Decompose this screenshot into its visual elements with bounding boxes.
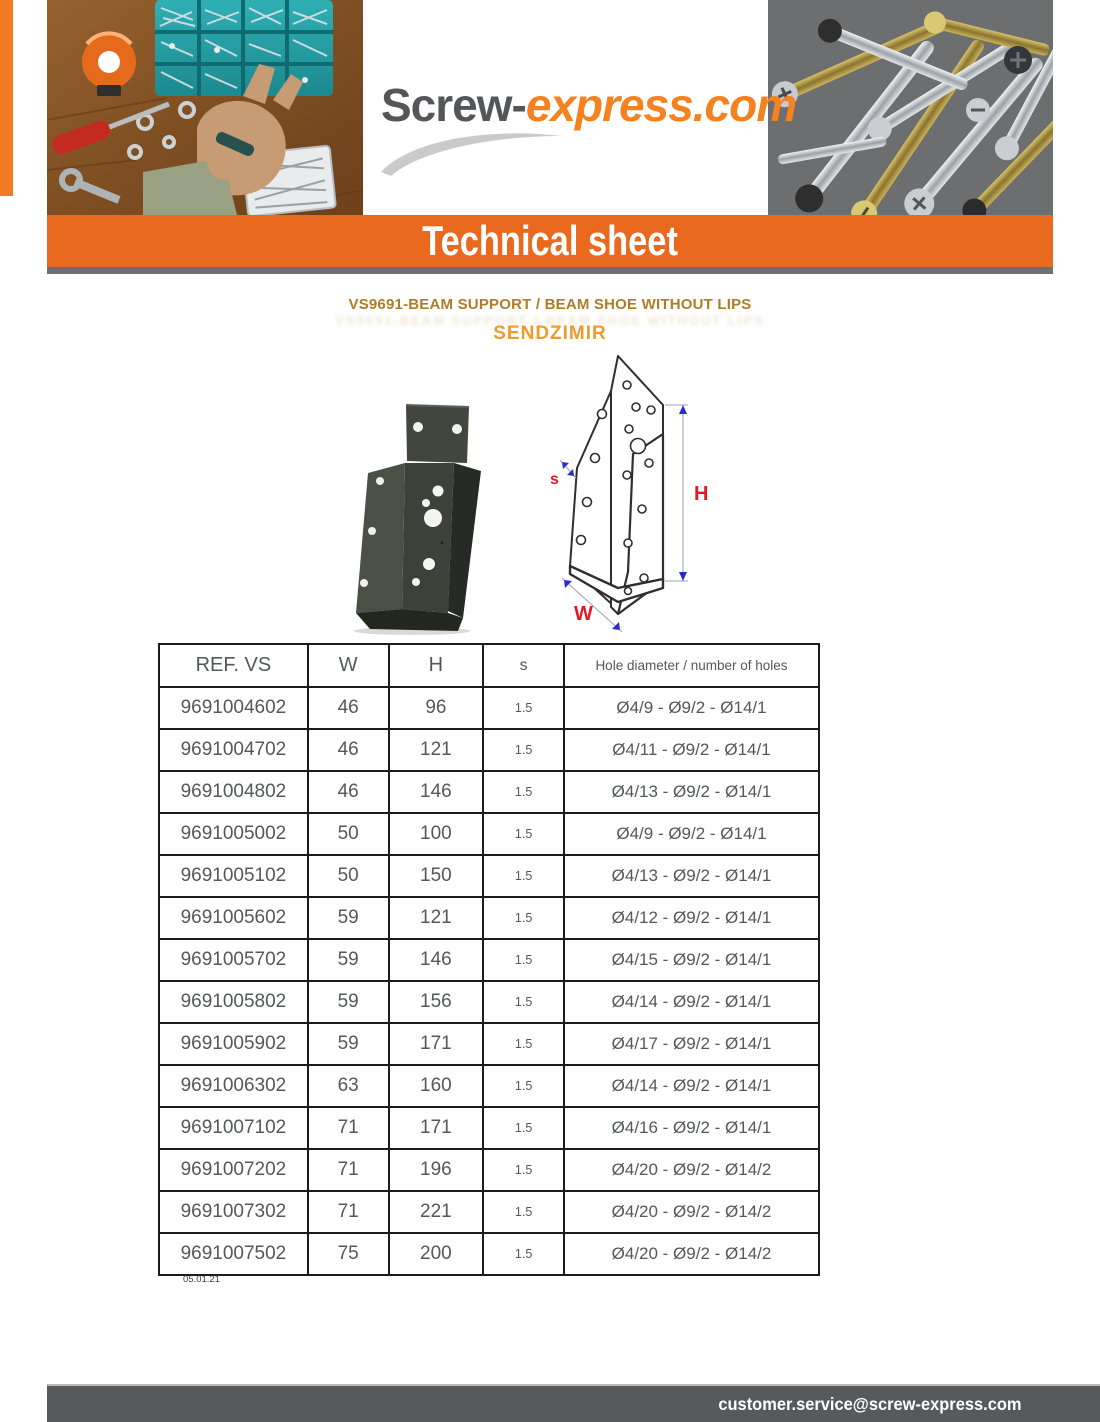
table-row — [159, 855, 819, 897]
table-cell: 1.5 — [483, 855, 564, 897]
table-cell: 9691004802 — [159, 771, 308, 813]
table-cell: 9691004702 — [159, 729, 308, 771]
screws-photo — [768, 0, 1053, 215]
table-row — [159, 1149, 819, 1191]
w-dimension-label: W — [574, 603, 593, 625]
table-row — [159, 1023, 819, 1065]
table-cell: 160 — [389, 1065, 484, 1107]
table-cell: Ø4/9 - Ø9/2 - Ø14/1 — [564, 687, 819, 729]
table-cell: 63 — [308, 1065, 389, 1107]
table-cell: Ø4/12 - Ø9/2 - Ø14/1 — [564, 897, 819, 939]
beam-support-photo — [350, 383, 510, 635]
logo-area — [363, 0, 797, 215]
table-row — [159, 1107, 819, 1149]
table-row — [159, 771, 819, 813]
table-cell: 200 — [389, 1233, 484, 1275]
logo-text-express: express.com — [525, 79, 797, 131]
table-row — [159, 813, 819, 855]
table-cell: 1.5 — [483, 729, 564, 771]
table-row — [159, 1191, 819, 1233]
dimension-drawing — [532, 350, 717, 642]
spec-table-head — [159, 644, 819, 687]
table-cell: 9691007302 — [159, 1191, 308, 1233]
column-header: W — [308, 644, 389, 687]
table-cell: 156 — [389, 981, 484, 1023]
table-cell: 1.5 — [483, 813, 564, 855]
table-cell: 75 — [308, 1233, 389, 1275]
table-row — [159, 687, 819, 729]
logo-swoosh-icon — [373, 120, 573, 180]
table-cell: 221 — [389, 1191, 484, 1233]
table-cell: 171 — [389, 1107, 484, 1149]
table-cell: 1.5 — [483, 1107, 564, 1149]
table-cell: 50 — [308, 813, 389, 855]
table-cell: Ø4/14 - Ø9/2 - Ø14/1 — [564, 1065, 819, 1107]
table-cell: Ø4/20 - Ø9/2 - Ø14/2 — [564, 1191, 819, 1233]
table-cell: 9691007102 — [159, 1107, 308, 1149]
table-row — [159, 981, 819, 1023]
table-cell: 1.5 — [483, 939, 564, 981]
table-cell: 59 — [308, 939, 389, 981]
table-cell: 96 — [389, 687, 484, 729]
table-cell: 1.5 — [483, 1149, 564, 1191]
header-row — [159, 644, 819, 687]
table-cell: 1.5 — [483, 1065, 564, 1107]
table-cell: Ø4/16 - Ø9/2 - Ø14/1 — [564, 1107, 819, 1149]
table-cell: 9691007502 — [159, 1233, 308, 1275]
table-cell: 146 — [389, 939, 484, 981]
table-cell: 1.5 — [483, 1023, 564, 1065]
banner-title: Technical sheet — [422, 217, 678, 264]
logo-text-screw: Screw- — [381, 79, 526, 131]
page-header — [47, 0, 1053, 215]
finish-title: SENDZIMIR — [493, 323, 607, 344]
table-cell: Ø4/15 - Ø9/2 - Ø14/1 — [564, 939, 819, 981]
table-cell: 9691006302 — [159, 1065, 308, 1107]
table-cell: 171 — [389, 1023, 484, 1065]
spec-table-body — [159, 687, 819, 1275]
product-title-echo: VS9691-BEAM SUPPORT / BEAM SHOE WITHOUT LIPS — [335, 313, 765, 328]
table-cell: 9691005702 — [159, 939, 308, 981]
footer-bar — [47, 1384, 1100, 1422]
table-cell: 71 — [308, 1149, 389, 1191]
table-cell: 1.5 — [483, 1191, 564, 1233]
h-dimension-label: H — [694, 483, 709, 505]
table-cell: 9691005602 — [159, 897, 308, 939]
table-cell: 9691005902 — [159, 1023, 308, 1065]
product-title: VS9691-BEAM SUPPORT / BEAM SHOE WITHOUT LIPS — [348, 296, 752, 313]
table-cell: 71 — [308, 1191, 389, 1233]
table-cell: Ø4/9 - Ø9/2 - Ø14/1 — [564, 813, 819, 855]
table-cell: 121 — [389, 897, 484, 939]
table-cell: Ø4/14 - Ø9/2 - Ø14/1 — [564, 981, 819, 1023]
sheet-date: 05.01.21 — [183, 1274, 220, 1285]
table-cell: 196 — [389, 1149, 484, 1191]
table-row — [159, 897, 819, 939]
table-cell: 71 — [308, 1107, 389, 1149]
technical-sheet-banner — [47, 215, 1053, 267]
table-row — [159, 939, 819, 981]
table-cell: Ø4/20 - Ø9/2 - Ø14/2 — [564, 1233, 819, 1275]
left-accent-strip — [0, 0, 13, 196]
banner-underline — [47, 267, 1053, 274]
column-header: s — [483, 644, 564, 687]
table-cell: 121 — [389, 729, 484, 771]
table-cell: 9691005002 — [159, 813, 308, 855]
table-cell: Ø4/13 - Ø9/2 - Ø14/1 — [564, 855, 819, 897]
table-cell: 46 — [308, 771, 389, 813]
spec-table — [158, 643, 820, 1276]
table-cell: 1.5 — [483, 771, 564, 813]
table-cell: 9691004602 — [159, 687, 308, 729]
table-row — [159, 729, 819, 771]
workbench-photo — [47, 0, 363, 215]
table-cell: Ø4/17 - Ø9/2 - Ø14/1 — [564, 1023, 819, 1065]
table-cell: 1.5 — [483, 897, 564, 939]
table-cell: 9691005802 — [159, 981, 308, 1023]
table-cell: Ø4/13 - Ø9/2 - Ø14/1 — [564, 771, 819, 813]
column-header: H — [389, 644, 484, 687]
table-cell: 59 — [308, 981, 389, 1023]
column-header: REF. VS — [159, 644, 308, 687]
table-cell: 1.5 — [483, 1233, 564, 1275]
s-dimension-label: s — [550, 471, 559, 488]
table-cell: Ø4/20 - Ø9/2 - Ø14/2 — [564, 1149, 819, 1191]
table-row — [159, 1233, 819, 1275]
table-cell: 50 — [308, 855, 389, 897]
table-cell: 150 — [389, 855, 484, 897]
table-cell: 146 — [389, 771, 484, 813]
table-cell: 59 — [308, 1023, 389, 1065]
table-cell: 9691005102 — [159, 855, 308, 897]
table-cell: 46 — [308, 729, 389, 771]
column-header: Hole diameter / number of holes — [564, 644, 819, 687]
table-cell: 9691007202 — [159, 1149, 308, 1191]
table-cell: 59 — [308, 897, 389, 939]
table-cell: 46 — [308, 687, 389, 729]
customer-service-email[interactable]: customer.service@screw-express.com — [718, 1393, 1022, 1414]
table-cell: 1.5 — [483, 981, 564, 1023]
table-cell: 1.5 — [483, 687, 564, 729]
table-cell: Ø4/11 - Ø9/2 - Ø14/1 — [564, 729, 819, 771]
table-row — [159, 1065, 819, 1107]
table-cell: 100 — [389, 813, 484, 855]
